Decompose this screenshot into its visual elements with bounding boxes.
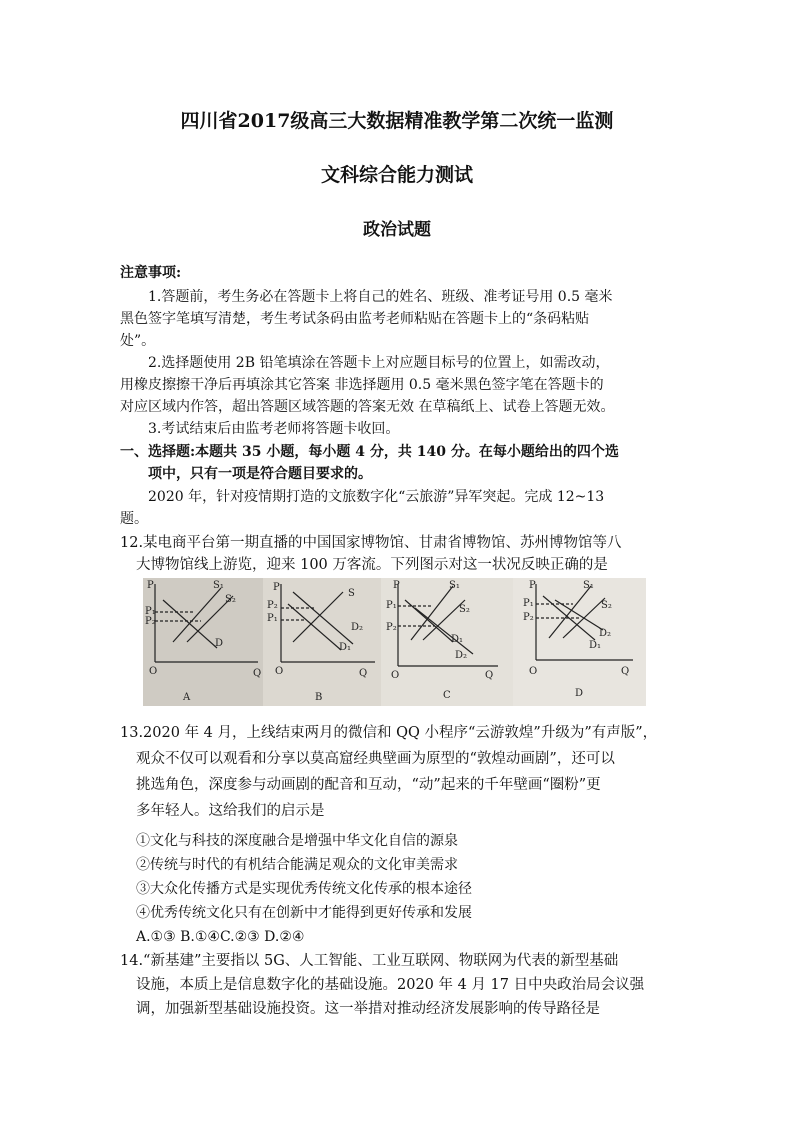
notice-line: 1.答题前，考生务必在答题卡上将自己的姓名、班级、准考证号用 0.5 毫米 [148,289,613,305]
graph-c-s1-label: S₁ [449,580,460,591]
graph-b-d1-label: D₁ [339,642,352,653]
graph-b-p2-label: P₂ [267,600,278,611]
question-13-stem-cont: 观众不仅可以观看和分享以莫高窟经典壁画为原型的“敦煌动画剧”，还可以 [136,751,615,767]
graph-a-d-label: D [215,638,224,649]
question-14-stem: 14.“新基建”主要指以 5G、人工智能、工业互联网、物联网为代表的新型基础 [120,953,619,969]
graph-c-d2-label: D₂ [455,650,468,661]
question-13-option: ①文化与科技的深度融合是增强中华文化自信的源泉 [136,833,458,849]
graph-b-letter: B [315,692,323,703]
section-heading-cont: 项中，只有一项是符合题目要求的。 [148,466,372,482]
question-13-stem-cont: 挑选角色，深度参与动画剧的配音和互动，“动”起来的千年壁画“圈粉”更 [136,777,601,793]
graph-c-letter: C [443,690,451,701]
graph-d-s1-label: S₁ [583,580,594,591]
question-12-stem: 12.某电商平台第一期直播的中国国家博物馆、甘肃省博物馆、苏州博物馆等八 [120,535,622,551]
graph-d-d2-label: D₂ [599,628,612,639]
notice-line: 对应区域内作答，超出答题区域答题的答案无效 在草稿纸上、试卷上答题无效。 [120,399,615,415]
question-12-stem-cont: 大博物馆线上游览，迎来 100 万客流。下列图示对这一状况反映正确的是 [136,557,608,573]
question-14-stem-cont: 设施，本质上是信息数字化的基础设施。2020 年 4 月 17 日中央政治局会议强 [136,977,645,993]
section-heading: 一、选择题:本题共 35 小题，每小题 4 分，共 140 分。在每小题给出的四个选 [120,444,619,460]
supply-demand-figure [143,578,646,706]
question-14-stem-cont: 调，加强新型基础设施投资。这一举措对推动经济发展影响的传导路径是 [136,1001,600,1017]
exam-subtitle: 文科综合能力测试 [320,164,473,186]
graph-b-d2-label: D₂ [351,622,364,633]
notice-line: 处”。 [120,333,156,349]
graph-d-p1-label: P₁ [523,598,534,609]
question-13-stem-cont: 多年轻人。这给我们的启示是 [136,803,325,819]
graph-a-s1-label: S₁ [213,580,224,591]
question-13-option: ③大众化传播方式是实现优秀传统文化传承的根本途径 [136,881,472,897]
graph-b-p-label: P [273,582,280,593]
question-13-answers: A.①③ B.①④C.②③ D.②④ [136,929,305,945]
graph-a-s2-label: S₂ [225,594,236,605]
graph-b-origin-label: O [275,666,284,677]
graph-b-s-label: S [348,588,355,599]
graph-c-origin-label: O [391,670,400,681]
notice-line: 2.选择题使用 2B 铅笔填涂在答题卡上对应题目标号的位置上，如需改动， [148,355,610,371]
graph-d-d1-label: D₁ [589,640,602,651]
notice-line: 黑色签字笔填写清楚，考生考试条码由监考老师粘贴在答题卡上的“条码粘贴 [120,311,590,327]
graph-a-q-label: Q [253,668,262,679]
graph-a-p2-label: P₂ [145,616,156,627]
graph-c-d1-label: D₁ [451,634,464,645]
graph-a-letter: A [183,692,191,703]
graph-b-q-label: Q [359,668,368,679]
notice-line: 3.考试结束后由监考老师将答题卡收回。 [148,421,400,437]
intro-text-cont: 题。 [120,511,148,527]
graph-c-p1-label: P₁ [386,600,397,611]
graph-c-s2-label: S₂ [459,604,470,615]
question-13-option: ④优秀传统文化只有在创新中才能得到更好传承和发展 [136,905,472,921]
graph-a-p1-label: P₁ [145,606,156,617]
graph-a-p-label: P [147,580,154,591]
graph-d-origin-label: O [529,666,538,677]
subject-title: 政治试题 [363,220,431,240]
question-13-stem: 13.2020 年 4 月，上线结束两月的微信和 QQ 小程序“云游敦煌”升级为”有声版”， [120,725,658,741]
graph-d-s2-label: S₂ [601,600,612,611]
graph-b-p1-label: P₁ [267,613,278,624]
notice-heading: 注意事项: [120,265,182,281]
graph-c-q-label: Q [485,670,494,681]
graph-d-letter: D [575,688,584,699]
intro-text: 2020 年，针对疫情期打造的文旅数字化“云旅游”异军突起。完成 12~13 [148,489,605,505]
graph-c-p-label: P [393,580,400,591]
exam-title: 四川省2017级高三大数据精准教学第二次统一监测 [180,110,614,132]
graph-d-q-label: Q [621,666,630,677]
notice-line: 用橡皮擦擦干净后再填涂其它答案 非选择题用 0.5 毫米黑色签字笔在答题卡的 [120,377,604,393]
graph-d-p-label: P [529,580,536,591]
graph-c-p2-label: P₂ [386,622,397,633]
graph-a-origin-label: O [149,666,158,677]
question-13-option: ②传统与时代的有机结合能满足观众的文化审美需求 [136,857,458,873]
graph-d-p2-label: P₂ [523,612,534,623]
